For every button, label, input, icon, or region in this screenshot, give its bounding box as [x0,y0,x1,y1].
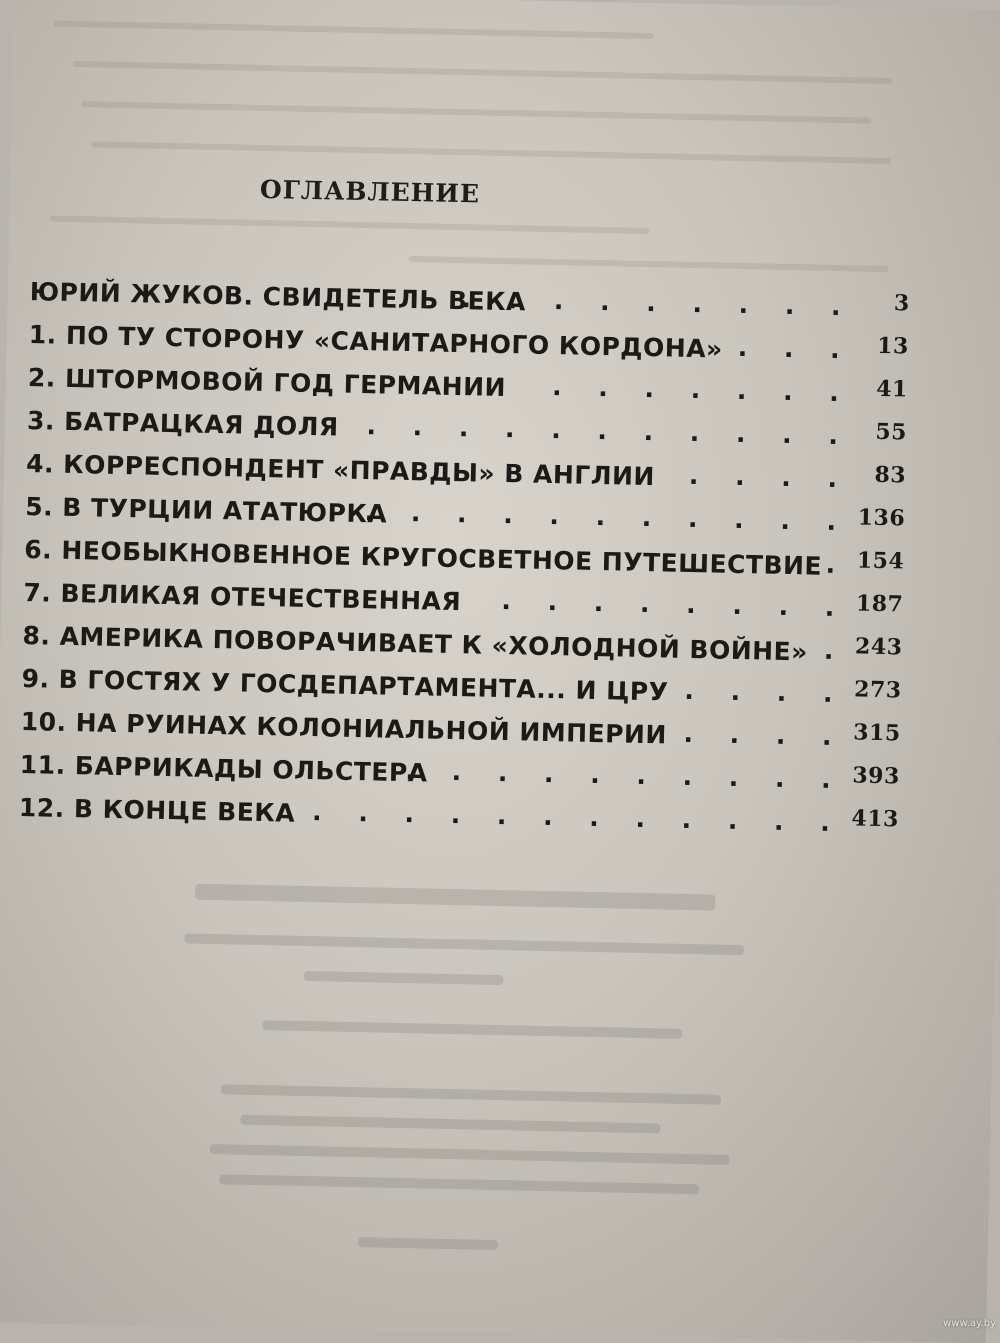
toc-entry-page: 136 [857,504,906,532]
toc-entry-leader: . . . . [684,675,847,709]
bleed-through-line [221,1084,721,1104]
bleed-through-line [82,101,872,124]
toc-entry-page: 393 [852,762,901,790]
bleed-through-line [303,971,503,985]
toc-entry-page: 154 [856,547,905,575]
toc-entry-leader: . [823,635,848,666]
bleed-through-line [358,1237,498,1250]
toc-entry-page: 243 [854,633,903,661]
toc-entry-leader: . . . . . . . . [501,586,849,623]
toc-entry-leader: . . . . . . . . . . . [366,411,853,451]
toc-entry-leader: . . . . [688,460,852,494]
toc-entry-title: 10. НА РУИНАХ КОЛОНИАЛЬНОЙ ИМПЕРИИ [20,706,668,750]
bleed-through-line [72,61,892,84]
toc-entry-page: 187 [855,590,904,618]
toc-entry-page: 315 [852,719,901,747]
toc-entry-page: 41 [876,375,909,403]
toc-entry-title: 5. В ТУРЦИИ АТАТЮРКА [24,492,388,529]
toc-entry-title: 7. ВЕЛИКАЯ ОТЕЧЕСТВЕННАЯ [23,578,462,617]
toc-entry-title: 1. ПО ТУ СТОРОНУ «САНИТАРНОГО КОРДОНА» [28,320,724,364]
toc-entry-page: 3 [893,290,910,317]
toc-entry-page: 55 [875,418,908,446]
bleed-through-line [184,933,744,955]
bleed-through-line [262,1020,682,1039]
toc-entry-leader: . [825,549,850,580]
toc-entry-title: 12. В КОНЦЕ ВЕКА [18,792,296,828]
bleed-through-line [210,1144,730,1165]
toc-entry-page: 273 [853,676,902,704]
bleed-through-imprint [178,873,746,1265]
bleed-through-line [195,884,715,911]
toc-entry-title: 4. КОРРЕСПОНДЕНТ «ПРАВДЫ» В АНГЛИИ [25,449,656,492]
toc-entry-leader: . . . . [683,718,846,752]
toc-entry-page: 13 [876,332,910,360]
page-title: ОГЛАВЛЕНИЕ [259,174,481,209]
toc-entry-leader: . . . . . . . [551,372,854,408]
toc-entry-title: 11. БАРРИКАДЫ ОЛЬСТЕРА [19,749,428,788]
toc-entry-title: 6. НЕОБЫКНОВЕННОЕ КРУГОСВЕТНОЕ ПУТЕШЕСТВИЕ [24,535,823,581]
bleed-through-line [53,21,653,40]
bleed-through-line [408,256,888,272]
bleed-through-line [91,141,891,164]
toc-entry-title: 2. ШТОРМОВОЙ ГОД ГЕРМАНИИ [27,363,507,403]
toc-entry-page: 413 [851,805,900,833]
toc-entry-title: 8. АМЕРИКА ПОВОРАЧИВАЕТ К «ХОЛОДНОЙ ВОЙНЕ» [22,620,809,667]
bleed-through-line [240,1115,660,1134]
toc-entry-leader: . . . [737,332,855,365]
watermark: www.ay.by [943,1318,996,1329]
toc-entry-title: 9. В ГОСТЯХ У ГОСДЕПАРТАМЕНТА... И ЦРУ [21,663,669,707]
table-of-contents [18,270,910,847]
toc-entry-title: ЮРИЙ ЖУКОВ. СВИДЕТЕЛЬ ВЕКА [29,277,527,317]
toc-entry-leader: . . . . . . . . . . [405,756,846,795]
bleed-through-line [219,1174,699,1194]
toc-entry-page: 83 [874,461,907,489]
toc-entry-title: 3. БАТРАЦКАЯ ДОЛЯ [26,406,339,442]
bleed-through-line [49,215,649,234]
toc-entry-leader: . . . . . . . . . [461,284,855,322]
toc-entry-leader: . . . . . . . . . . . . [311,797,845,838]
toc-entry-leader: . . . . . . . . . . . [364,497,851,537]
